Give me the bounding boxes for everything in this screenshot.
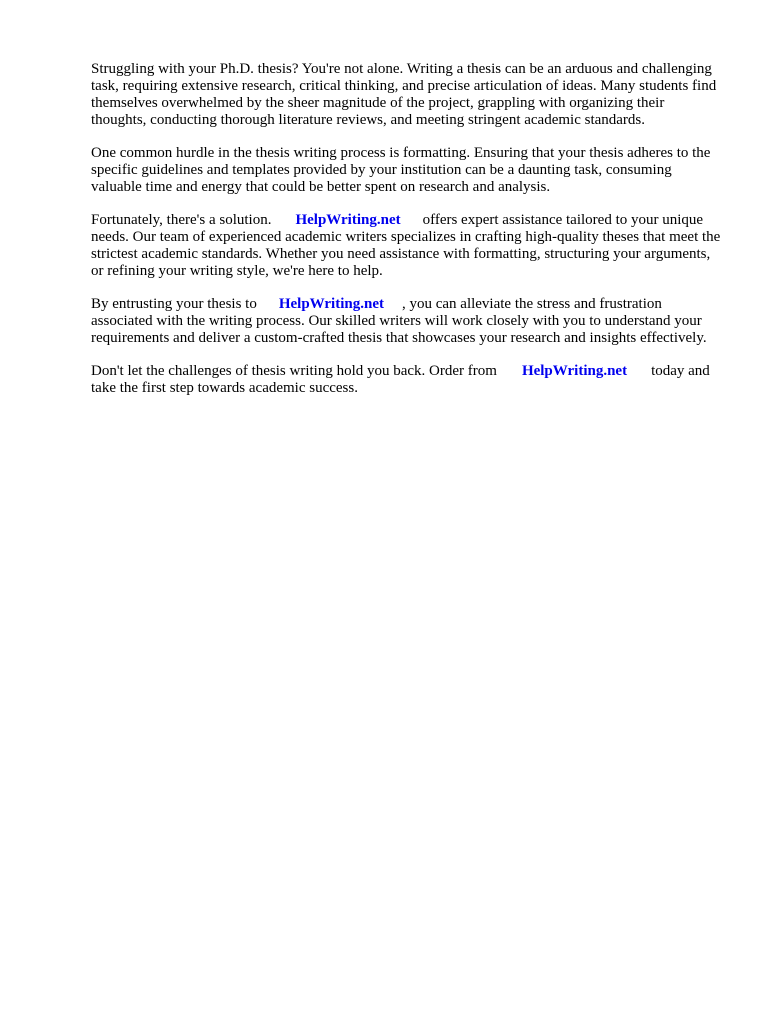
paragraph-text: Struggling with your Ph.D. thesis? You're not alone. Writing a thesis can be an arduous and challenging task, requiring extensive research, critical thinking, and precise articulation of ideas. Many students find themselves overwhelmed by the sheer magnitude of the project, grappling with organizing their thoughts, conducting thorough literature reviews, and meeting stringent academic standards. <box>91 61 717 128</box>
paragraph-text-before: Don't let the challenges of thesis writing hold you back. Order from <box>91 363 497 379</box>
paragraph-formatting <box>91 145 721 196</box>
document-page <box>91 61 721 413</box>
paragraph-text-before: Fortunately, there's a solution. <box>91 212 272 228</box>
paragraph-solution <box>91 212 721 280</box>
paragraph-text-after: , you can alleviate the stress and frustration associated with the writing process. Our skilled writers will work closely with you to understand your requirements and deliver a custom-crafted thesis that showcases your research and insights effectively. <box>91 296 707 346</box>
paragraph-intro <box>91 61 721 129</box>
paragraph-text-after: today and take the first step towards academic success. <box>91 363 710 396</box>
paragraph-text: One common hurdle in the thesis writing process is formatting. Ensuring that your thesis adheres to the specific guidelines and templates provided by your institution can be a daunting task, consuming valuable time and energy that could be better spent on research and analysis. <box>91 145 711 195</box>
paragraph-call-to-action <box>91 363 721 397</box>
helpwriting-link[interactable]: HelpWriting.net <box>295 212 401 228</box>
helpwriting-link[interactable]: HelpWriting.net <box>521 363 628 379</box>
helpwriting-link[interactable]: HelpWriting.net <box>278 296 384 312</box>
paragraph-text-after: offers expert assistance tailored to your unique needs. Our team of experienced academic writers specializes in crafting high-quality theses that meet the strictest academic standards. Whether you need assistance with formatting, structuring your arguments, or refining your writing style, we're here to help. <box>91 212 721 279</box>
paragraph-text-before: By entrusting your thesis to <box>91 296 257 312</box>
paragraph-entrusting <box>91 296 721 347</box>
